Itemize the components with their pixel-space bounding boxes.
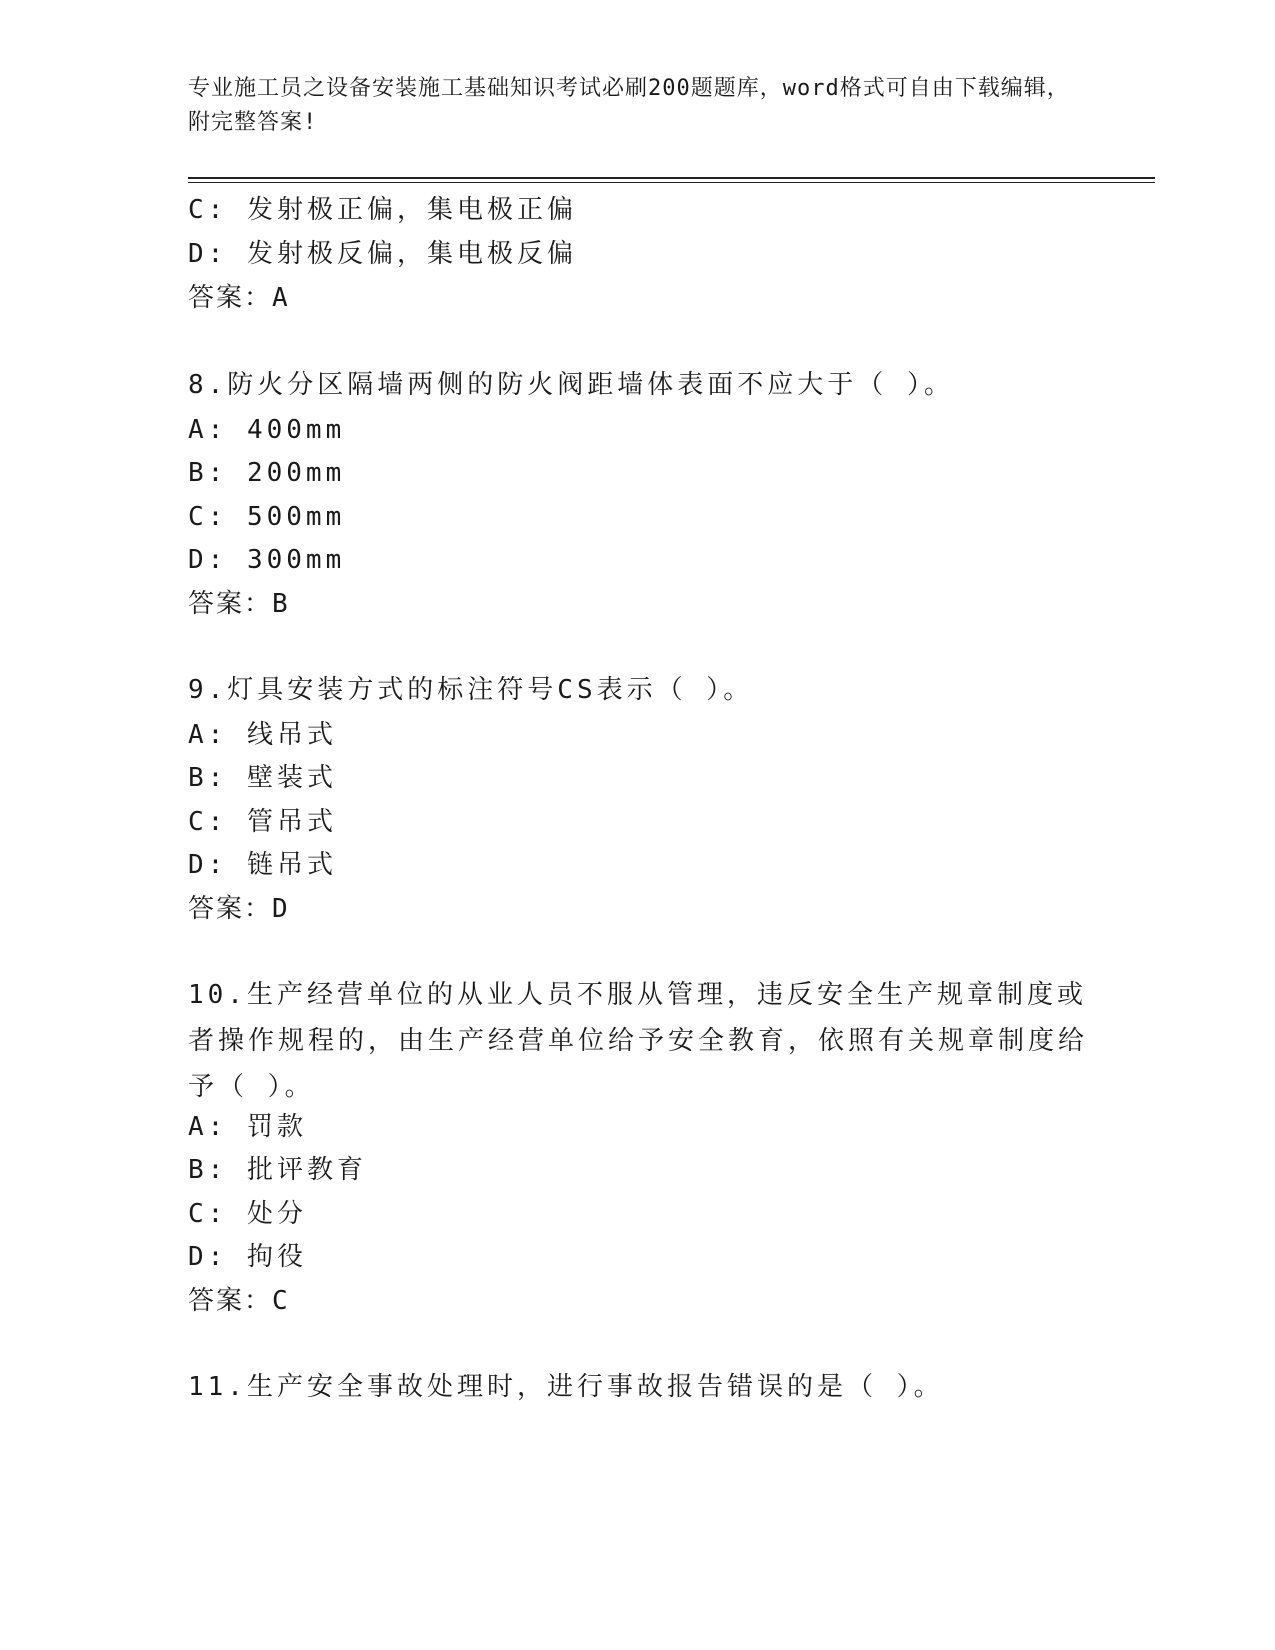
option-letter: D: (188, 850, 228, 880)
option-b (188, 456, 345, 490)
option-text: 壁装式 (246, 763, 337, 793)
header-divider-thick (188, 177, 1155, 179)
option-letter: D: (188, 239, 228, 269)
option-letter: B: (188, 1155, 228, 1185)
option-text: 300mm (246, 545, 346, 575)
option-a (188, 718, 337, 752)
option-c (188, 805, 337, 839)
option-b (188, 1153, 367, 1187)
option-letter: B: (188, 763, 228, 793)
option-c (188, 1197, 307, 1231)
option-c (188, 500, 345, 534)
option-letter: C: (188, 807, 228, 837)
document-header: 专业施工员之设备安装施工基础知识考试必刷200题题库，word格式可自由下载编辑，附完整答案! (188, 76, 1070, 135)
option-letter: A: (188, 415, 228, 445)
option-text: 发射极反偏，集电极反偏 (246, 239, 577, 269)
option-letter: D: (188, 1242, 228, 1272)
question-stem: 11.生产安全事故处理时，进行事故报告错误的是（ ）。 (188, 1372, 944, 1402)
option-text: 500mm (246, 502, 346, 532)
header-divider-thin (188, 182, 1155, 183)
answer-label: 答案：C (188, 1286, 290, 1316)
answer-label: 答案：B (188, 589, 290, 619)
option-letter: C: (188, 1199, 228, 1229)
option-text: 线吊式 (246, 720, 337, 750)
option-text: 管吊式 (246, 807, 337, 837)
question-stem: 8.防火分区隔墙两侧的防火阀距墙体表面不应大于（ ）。 (188, 370, 954, 400)
option-d (188, 1240, 307, 1274)
option-text: 处分 (246, 1199, 307, 1229)
option-text: 200mm (246, 458, 346, 488)
option-a (188, 413, 345, 447)
option-c (188, 193, 577, 227)
question-stem: 10.生产经营单位的从业人员不服从管理，违反安全生产规章制度或者操作规程的，由生产经营单位给予安全教育，依照有关规章制度给予（ ）。 (188, 980, 1089, 1102)
option-d (188, 543, 345, 577)
answer-label: 答案：D (188, 894, 290, 924)
option-text: 链吊式 (246, 850, 337, 880)
option-d (188, 848, 337, 882)
option-letter: C: (188, 502, 228, 532)
option-letter: A: (188, 1112, 228, 1142)
option-a (188, 1110, 307, 1144)
option-b (188, 761, 337, 795)
option-text: 发射极正偏，集电极正偏 (246, 195, 577, 225)
option-d (188, 237, 577, 271)
question-stem: 9.灯具安装方式的标注符号CS表示（ ）。 (188, 675, 754, 705)
option-text: 拘役 (246, 1242, 307, 1272)
option-letter: A: (188, 720, 228, 750)
option-text: 400mm (246, 415, 346, 445)
option-text: 批评教育 (246, 1155, 367, 1185)
answer-label: 答案：A (188, 283, 290, 313)
option-letter: D: (188, 545, 228, 575)
option-letter: C: (188, 195, 228, 225)
option-text: 罚款 (246, 1112, 307, 1142)
option-letter: B: (188, 458, 228, 488)
